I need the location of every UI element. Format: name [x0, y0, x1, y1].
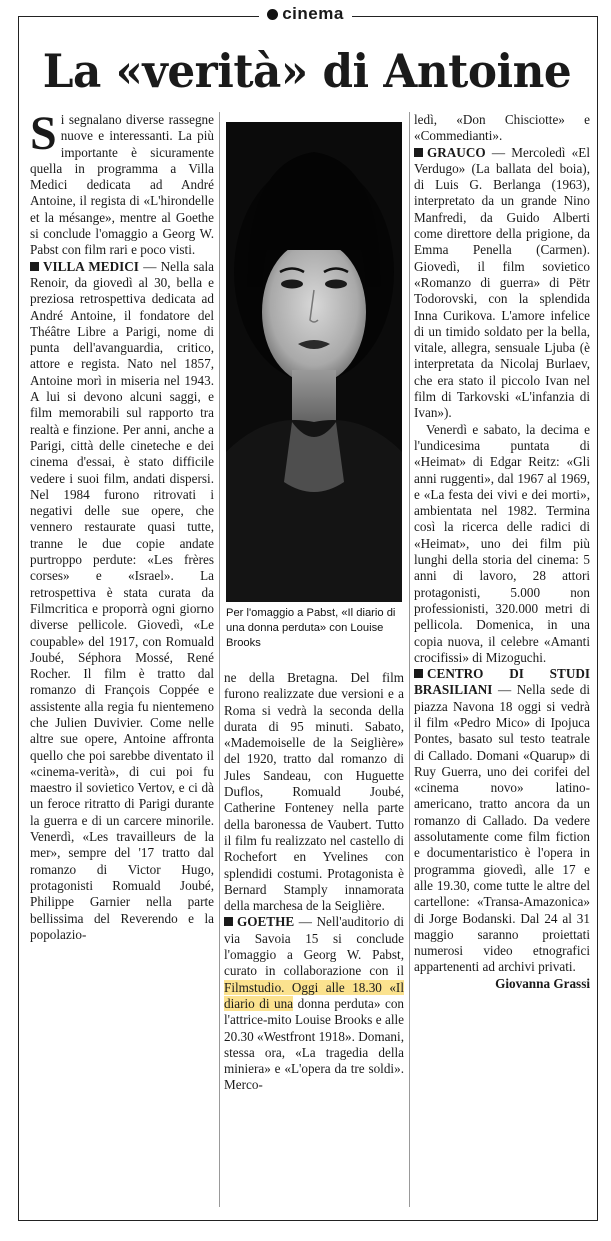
- section-kicker: [0, 4, 611, 24]
- heimat-paragraph: Venerdì e sabato, la decima e l'undicesima puntata di «Heimat» di Edgar Reitz: «Gli anni ruggenti», dal 1967 al 1969, e «La festa dei vivi e dei morti», ambientata nel 1982. Termina così la ricerca delle radici di «Heimat», uno dei film più lunghi della storia del cinema: 5 anni di lavoro, 28 attori protagonisti, 5.000 non professionisti, 320.000 metri di pellicola. Domenica, in una copia nuova, il celebre «Amanti crocifissi» di Mizoguchi.: [414, 421, 590, 665]
- section-title-centro-studi: CENTRO DI STUDI BRASILIANI: [414, 666, 590, 698]
- goethe-continued-paragraph: ledì, «Don Chisciotte» e «Commedianti».: [414, 112, 590, 144]
- column-rule: [219, 112, 220, 1207]
- portrait-illustration: [226, 122, 402, 602]
- section-label: cinema: [282, 4, 344, 23]
- antoine-continued-paragraph: ne della Bretagna. Del film furono realizzate due versioni e a Roma si vedrà la seconda della durata di 95 minuti. Sabato, «Mademoiselle de la Seiglière» del 1920, tratto dal romanzo di Jules Sandeau, con Huguette Duflos, Romuald Joubé, Catherine Fonteney nella parte della baronessa de Vaubert. Tutto il film fu realizzato nel castello di Rochefort en Yvelines con splendidi costumi. Protagonista è Bernard Stamply innamorata della marchesa de la Seiglière.: [224, 670, 404, 914]
- photo-louise-brooks: [226, 122, 402, 602]
- photo-caption: Per l'omaggio a Pabst, «Il diario di una donna perduta» con Louise Brooks: [226, 607, 396, 649]
- grauco-paragraph: GRAUCO — Mercoledì «El Verdugo» (La ballata del boia), di Luis G. Berlanga (1963), interpretato da un grande Nino Manfredi, da Guido Alberti come direttore della prigione, da Emma Penella (Carmen). Giovedì, il film sovietico «Romanzo di guerra» di Pëtr Todorovski, con la splendida Inna Curikova. L'amore infelice di un timido soldato per la bella, vitale, allegra, sensuale Ljuba (è interpretata da Nicolaj Burlaev, che era stato il piccolo Ivan nel film di Tarkovski «L'infanzia di Ivan»).: [414, 144, 590, 421]
- intro-paragraph: Si segnalano diverse rassegne nuove e interessanti. La più importante è sicuramente quella in programma a Villa Medici dedicata ad André Antoine, il regista di «L'hirondelle et la mésange», mentre al Goethe si conclude l'omaggio a Georg W. Pabst con film rari e poco visti.: [30, 112, 214, 258]
- section-title-villa-medici: VILLA MEDICI: [43, 258, 139, 274]
- section-title-grauco: GRAUCO: [427, 144, 486, 160]
- villa-medici-paragraph: VILLA MEDICI — Nella sala Renoir, da giovedì al 30, bella e preziosa retrospettiva dedicata ad André Antoine, il fondatore del Théâtre Libre a Parigi, nome di punta dell'avanguardia, critico, attore e regista. Nato nel 1857, Antoine morì in miseria nel 1943. A lui si devono alcuni saggi, e film memorabili sul rapporto tra realtà e finzione. Per anni, anche a Parigi, città delle cineteche e dei cinema d'essai, è stato difficile vedere i suoi film, andati dispersi. Nel 1984 furono ritrovati i negativi delle sue opere, che vennero restaurate quasi tutte, tranne le due copie andate purtroppo perdute: «Les frères corses» e «Israel». La retrospettiva è stata curata da Filmcritica e proporrà ogni giorno diverse pellicole. Giovedì, «Le coupable» del 1917, con Romuald Joubé, Séphora Mossé, René Rocher. Il film è tratto dal romanzo di François Coppée e assistente alla regia fu nientemeno che Julien Duvivier. Come nelle altre sue opere, Antoine affronta quello che poi sarebbe diventato il «cinema-verità», di cui poi fu maestro il sovietico Vertov, e ci dà un feroce ritratto di Parigi durante la guerra e di un carcere minorile. Venerdì, «Les travailleurs de la mer», sempre del '17 tratto dal romanzo di Victor Hugo, protagonisti Romuald Joubé, Philippe Garnier nella parte bellissima del Reverendo e la popolazio-: [30, 258, 214, 942]
- column-3: [414, 112, 590, 1212]
- column-2: [224, 670, 404, 1210]
- bullet-icon: [267, 9, 278, 20]
- drop-cap: S: [30, 112, 57, 160]
- section-title-goethe: GOETHE: [237, 914, 295, 930]
- headline: La «verità» di Antoine: [42, 44, 572, 98]
- square-bullet-icon: [30, 262, 39, 271]
- column-1: [30, 112, 214, 1212]
- column-rule: [409, 112, 410, 1207]
- author-signature: Giovanna Grassi: [495, 975, 590, 991]
- square-bullet-icon: [414, 148, 423, 157]
- goethe-paragraph: GOETHE — Nell'auditorio di via Savoia 15 si conclude l'omaggio a Georg W. Pabst, curato in collaborazione con il Filmstudio. Oggi alle 18.30 «Il diario di una donna perduta» con l'attrice-mito Louise Brooks e alle 20.30 «Westfront 1918». Domani, stessa ora, «La tragedia della miniera» e «L'opera da tre soldi». Merco-: [224, 914, 404, 1093]
- square-bullet-icon: [224, 917, 233, 926]
- square-bullet-icon: [414, 669, 423, 678]
- highlighted-text: Filmstudio. Oggi alle 18.30 «Il diario di una: [224, 979, 404, 1011]
- centro-studi-paragraph: CENTRO DI STUDI BRASILIANI — Nella sede di piazza Navona 18 oggi si vedrà il film «Pedro Mico» di Ipojuca Pontes, basato sul testo teatrale di Callado. Domani «Quarup» di Ruy Guerra, uno dei corifei del «cinema novo» latino-americano, tratto ancora da un romanzo di Callado. Da vedere assolutamente come film fiction e documentaristico è l'opera in programma giovedì, alle 17 e alle 19.30, come tutte le altre del cartellone: «Transa-Amazonica» di Jorge Bodanski. Dal 24 al 31 maggio saranno proiettati numerosi video etnografici appartenenti ad archivi privati.: [414, 666, 590, 975]
